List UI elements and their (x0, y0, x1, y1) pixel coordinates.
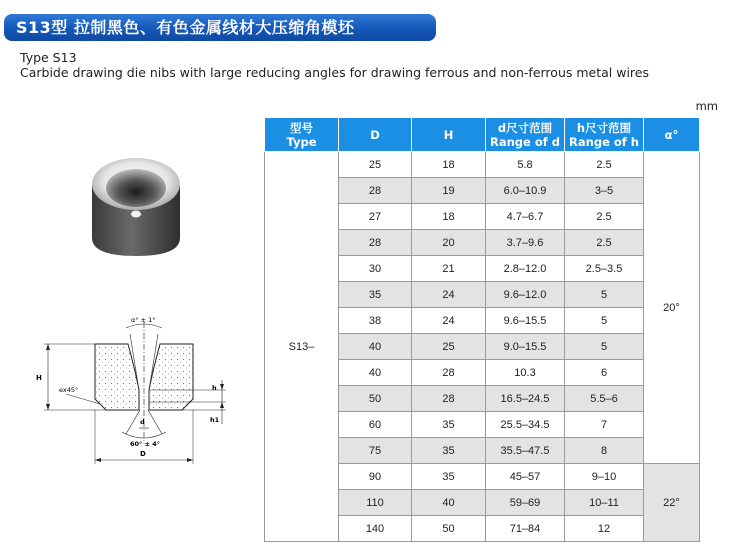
cell-D: 30 (339, 256, 412, 282)
technical-drawing (26, 304, 231, 469)
cell-d: 45–57 (486, 464, 565, 490)
bottom-angle-left (126, 410, 140, 434)
cell-H: 25 (412, 334, 486, 360)
cell-D: 35 (339, 282, 412, 308)
cell-D: 140 (339, 516, 412, 542)
cell-h: 7 (565, 412, 644, 438)
cell-H: 35 (412, 438, 486, 464)
dim-H-label: H (36, 374, 42, 382)
cell-d: 9.6–15.5 (486, 308, 565, 334)
cell-D: 60 (339, 412, 412, 438)
cell-d: 10.3 (486, 360, 565, 386)
cell-H: 20 (412, 230, 486, 256)
cell-d: 59–69 (486, 490, 565, 516)
cell-D: 38 (339, 308, 412, 334)
type-label: Type S13 (20, 50, 77, 65)
header-h-range: h尺寸范围 Range of h (565, 118, 644, 152)
cell-h: 2.5–3.5 (565, 256, 644, 282)
cell-H: 21 (412, 256, 486, 282)
bottom-angle-right (148, 410, 162, 434)
nib-bore (131, 211, 141, 218)
cell-h: 5 (565, 308, 644, 334)
cell-h: 3–5 (565, 178, 644, 204)
cell-d: 71–84 (486, 516, 565, 542)
cell-h: 5 (565, 334, 644, 360)
cell-d: 9.0–15.5 (486, 334, 565, 360)
cell-D: 25 (339, 152, 412, 178)
type-cell: S13– (265, 152, 339, 542)
die-section-right (149, 344, 193, 410)
cell-h: 5.5–6 (565, 386, 644, 412)
cell-H: 28 (412, 360, 486, 386)
cell-H: 24 (412, 282, 486, 308)
angle-bottom-label: 60° ± 4° (130, 440, 161, 448)
die-nib-photo (86, 150, 196, 260)
cell-D: 110 (339, 490, 412, 516)
cell-H: 19 (412, 178, 486, 204)
header-d-range: d尺寸范围 Range of d (486, 118, 565, 152)
cell-d: 35.5–47.5 (486, 438, 565, 464)
cell-h: 12 (565, 516, 644, 542)
nib-cone (106, 169, 166, 207)
dim-h1-label: h1 (210, 416, 220, 424)
cell-D: 27 (339, 204, 412, 230)
table-row (265, 152, 700, 178)
angle-top-label: α° ± 1° (131, 316, 156, 324)
cell-h: 2.5 (565, 152, 644, 178)
cell-d: 16.5–24.5 (486, 386, 565, 412)
spec-table (264, 118, 700, 542)
cell-h: 9–10 (565, 464, 644, 490)
alpha-cell-1: 20° (644, 152, 700, 464)
table-header-row (265, 118, 700, 152)
dim-D-label: D (140, 450, 146, 458)
cell-d: 9.6–12.0 (486, 282, 565, 308)
cell-h: 2.5 (565, 230, 644, 256)
cell-D: 40 (339, 360, 412, 386)
cell-D: 75 (339, 438, 412, 464)
dim-h-label: h (212, 384, 217, 392)
cell-D: 28 (339, 178, 412, 204)
header-D: D (339, 118, 412, 152)
cell-D: 50 (339, 386, 412, 412)
page-title: S13型 拉制黑色、有色金属线材大压缩角模坯 (16, 18, 355, 37)
header-alpha: α° (644, 118, 700, 152)
cell-d: 4.7–6.7 (486, 204, 565, 230)
cell-H: 40 (412, 490, 486, 516)
cell-d: 6.0–10.9 (486, 178, 565, 204)
cell-h: 6 (565, 360, 644, 386)
cell-d: 3.7–9.6 (486, 230, 565, 256)
cell-h: 10–11 (565, 490, 644, 516)
cell-H: 28 (412, 386, 486, 412)
cell-d: 2.8–12.0 (486, 256, 565, 282)
cell-h: 2.5 (565, 204, 644, 230)
cell-H: 35 (412, 412, 486, 438)
cell-H: 18 (412, 204, 486, 230)
cell-H: 18 (412, 152, 486, 178)
header-H: H (412, 118, 486, 152)
cell-d: 25.5–34.5 (486, 412, 565, 438)
header-type: 型号 Type (265, 118, 339, 152)
chamfer-label: ex45° (59, 386, 79, 394)
cell-D: 90 (339, 464, 412, 490)
cell-h: 5 (565, 282, 644, 308)
cell-H: 24 (412, 308, 486, 334)
cell-H: 50 (412, 516, 486, 542)
dim-d-label: d (140, 418, 145, 426)
unit-label: mm (695, 99, 718, 113)
title-banner (4, 14, 436, 41)
die-section-left (95, 344, 139, 410)
cell-D: 40 (339, 334, 412, 360)
alpha-cell-2: 22° (644, 464, 700, 542)
cell-H: 35 (412, 464, 486, 490)
description: Carbide drawing die nibs with large reducing angles for drawing ferrous and non-ferrous metal wires (20, 65, 649, 80)
cell-h: 8 (565, 438, 644, 464)
cell-d: 5.8 (486, 152, 565, 178)
cell-D: 28 (339, 230, 412, 256)
